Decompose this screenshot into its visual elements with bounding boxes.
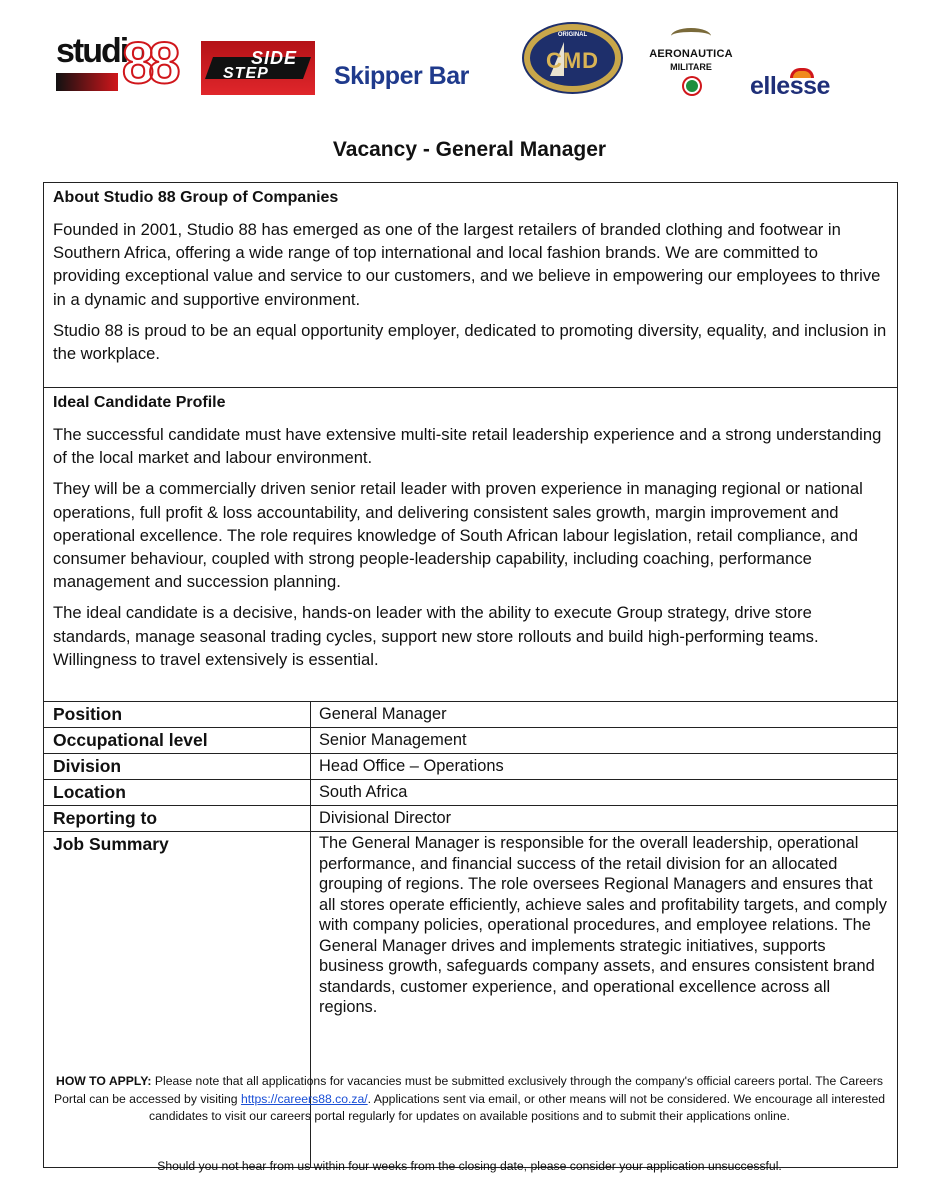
detail-label: Location <box>44 780 311 806</box>
side-step-logo-step: STEP <box>223 65 269 82</box>
aeronautica-line2: MILITARE <box>670 62 712 72</box>
cmd-logo-original: ORIGINAL <box>557 32 588 38</box>
studio88-logo <box>56 33 181 97</box>
ellesse-logo <box>750 68 856 98</box>
ideal-candidate-paragraph: The ideal candidate is a decisive, hands-on leader with the ability to execute Group strategy, drive store standards, manage seasonal trading cycles, support new store rollouts and build high-performing teams. Willingness to travel extensively is essential. <box>53 603 819 669</box>
how-to-apply-text: Please note that all applications for vacancies must be submitted exclusively through the company's official careers portal. The Careers Portal can be accessed by visiting <box>53 1074 883 1106</box>
how-to-apply-text: . Applications sent via email, or other means will not be considered. We encourage all interested candidates to visit our careers portal regularly for updates on available positions and to submit their applications online. <box>149 1091 886 1123</box>
ideal-candidate-paragraph: They will be a commercially driven senior retail leader with proven experience in managing regional or national operations, full profit & loss accountability, and delivering consistent sales growth, margin improvement and operational excellence. The role requires knowledge of South African labour legislation, retail compliance, and consumer behaviour, coupled with strong people-leadership capability, including coaching, performance management and succession planning. <box>53 479 863 592</box>
table-row <box>44 702 898 728</box>
detail-label: Position <box>44 702 311 728</box>
detail-label: Division <box>44 754 311 780</box>
table-row <box>44 780 898 806</box>
about-heading: About Studio 88 Group of Companies <box>53 189 339 206</box>
careers-portal-link[interactable]: https://careers88.co.za/ <box>240 1091 368 1106</box>
about-paragraph: Studio 88 is proud to be an equal opportunity employer, dedicated to promoting diversity, equality, and inclusion in the workplace. <box>53 320 887 364</box>
cmd-logo-letters: CMD <box>545 48 600 73</box>
table-row <box>44 728 898 754</box>
studio88-logo-word: studio <box>56 32 146 70</box>
detail-value: General Manager <box>311 702 898 728</box>
aeronautica-militare-logo <box>643 28 739 96</box>
detail-value: Senior Management <box>311 728 898 754</box>
how-to-apply <box>50 1073 889 1126</box>
roundel-icon <box>684 78 700 94</box>
how-to-apply-label: HOW TO APPLY: <box>56 1074 152 1088</box>
wings-icon <box>671 28 711 44</box>
ellesse-logo-word: ellesse <box>750 72 830 100</box>
about-section <box>43 182 898 388</box>
closing-note: Should you not hear from us within four weeks from the closing date, please consider your application unsuccessful. <box>157 1159 782 1173</box>
table-row <box>44 806 898 832</box>
side-step-logo-side: SIDE <box>251 48 298 68</box>
about-paragraph: Founded in 2001, Studio 88 has emerged as one of the largest retailers of branded clothing and footwear in Southern Africa, offering a wide range of top international and local fashion brands. We are committed to providing exceptional value and service to our customers, and we believe in empowering our employees to thrive in a dynamic and supportive environment. <box>53 220 881 309</box>
skipper-bar-logo: Skipper Bar <box>334 62 469 90</box>
detail-value: Divisional Director <box>311 806 898 832</box>
job-summary-text: The General Manager is responsible for the overall leadership, operational performance, and financial success of the retail division for an allocated grouping of regions. The role oversees Regional Managers and ensures that all stores operate efficiently, achieve sales and profitability targets, and comply with company policies, operational procedures, and employee relations. The General Manager drives and implements strategic initiatives, supports business growth, safeguards company assets, and ensures consistent brand standards, customer experience, and operational excellence across all regions. <box>311 832 898 1168</box>
detail-label: Reporting to <box>44 806 311 832</box>
detail-value: Head Office – Operations <box>311 754 898 780</box>
table-row <box>44 754 898 780</box>
brand-logos <box>0 0 939 120</box>
ideal-candidate-section <box>43 387 898 702</box>
page-title: Vacancy - General Manager <box>332 138 607 161</box>
detail-label: Job Summary <box>44 832 311 1168</box>
ideal-candidate-heading: Ideal Candidate Profile <box>53 394 226 411</box>
cmd-logo <box>522 22 623 94</box>
detail-label: Occupational level <box>44 728 311 754</box>
side-step-logo <box>201 41 315 95</box>
ideal-candidate-paragraph: The successful candidate must have extensive multi-site retail leadership experience and a strong understanding of the local market and labour environment. <box>53 425 882 468</box>
studio88-logo-number: 88 <box>122 31 175 96</box>
detail-value: South Africa <box>311 780 898 806</box>
aeronautica-line1: AERONAUTICA <box>649 48 733 60</box>
